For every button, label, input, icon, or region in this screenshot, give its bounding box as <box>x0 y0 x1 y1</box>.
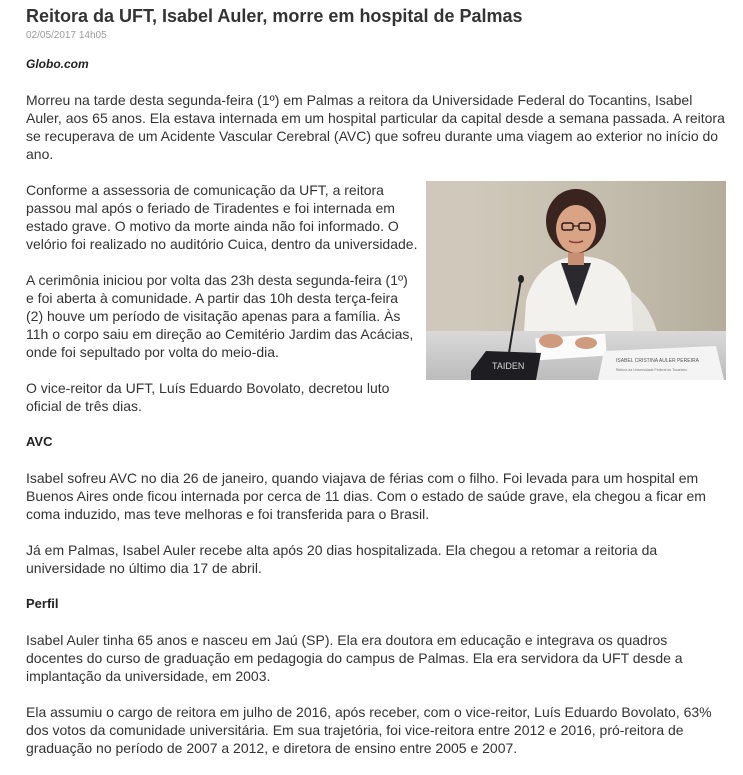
article-date: 02/05/2017 14h05 <box>26 30 107 41</box>
article-photo <box>426 181 726 380</box>
paragraph-3: A cerimônia iniciou por volta das 23h desta segunda-feira (1º) e foi aberta à comunidade. A partir das 10h desta terça-feira (2) houve um período de visitação apenas para a família. Às 11h o corpo saiu em direção ao Cemitério Jardim das Acácias, onde foi sepultado por volta do meio-dia. <box>26 272 414 360</box>
nameplate-role: Reitora da Universidade Federal do Tocantins <box>616 368 687 372</box>
mic-brand-label: TAIDEN <box>492 361 525 371</box>
article-source: Globo.com <box>26 57 89 71</box>
article-title: Reitora da UFT, Isabel Auler, morre em hospital de Palmas <box>26 6 523 26</box>
photo-reitora-signing <box>426 181 726 380</box>
paragraph-5: Isabel sofreu AVC no dia 26 de janeiro, quando viajava de férias com o filho. Foi levada para um hospital em Buenos Aires onde ficou internada por cerca de 11 dias. Com o estado de saúde grave, ela chegou a ficar em coma induzido, mas teve melhoras e foi transferida para o Brasil. <box>26 470 706 522</box>
section-heading-perfil: Perfil <box>26 596 59 611</box>
nameplate-name: ISABEL CRISTINA AULER PEREIRA <box>616 358 699 364</box>
paragraph-8: Ela assumiu o cargo de reitora em julho de 2016, após receber, com o vice-reitor, Luís Eduardo Bovolato, 63% dos votos da comunidade universitária. Em sua trajetória, foi vice-reitora entre 2012 e 2016, pró-reitora de graduação no período de 2007 a 2012, e diretora de ensino entre 2005 e 2007. <box>26 704 712 756</box>
paragraph-7: Isabel Auler tinha 65 anos e nasceu em Jaú (SP). Ela era doutora em educação e integrava os quadros docentes do curso de graduação em pedagogia do campus de Palmas. Ela era servidora da UFT desde a implantação da universidade, em 2003. <box>26 632 683 684</box>
paragraph-4: O vice-reitor da UFT, Luís Eduardo Bovolato, decretou luto oficial de três dias. <box>26 380 390 414</box>
section-heading-avc: AVC <box>26 434 53 449</box>
article-body <box>26 91 726 775</box>
paragraph-1: Morreu na tarde desta segunda-feira (1º) em Palmas a reitora da Universidade Federal do Tocantins, Isabel Auler, aos 65 anos. Ela estava internada em um hospital particular da capital desde a semana passada. A reitora se recuperava de um Acidente Vascular Cerebral (AVC) que sofreu durante uma viagem ao exterior no início do ano. <box>26 92 725 162</box>
paragraph-2: Conforme a assessoria de comunicação da UFT, a reitora passou mal após o feriado de Tiradentes e foi internada em estado grave. O motivo da morte ainda não foi informado. O velório foi realizado no auditório Cuica, dentro da universidade. <box>26 182 418 252</box>
paragraph-6: Já em Palmas, Isabel Auler recebe alta após 20 dias hospitalizada. Ela chegou a retomar a reitoria da universidade no último dia 17 de abril. <box>26 542 658 576</box>
